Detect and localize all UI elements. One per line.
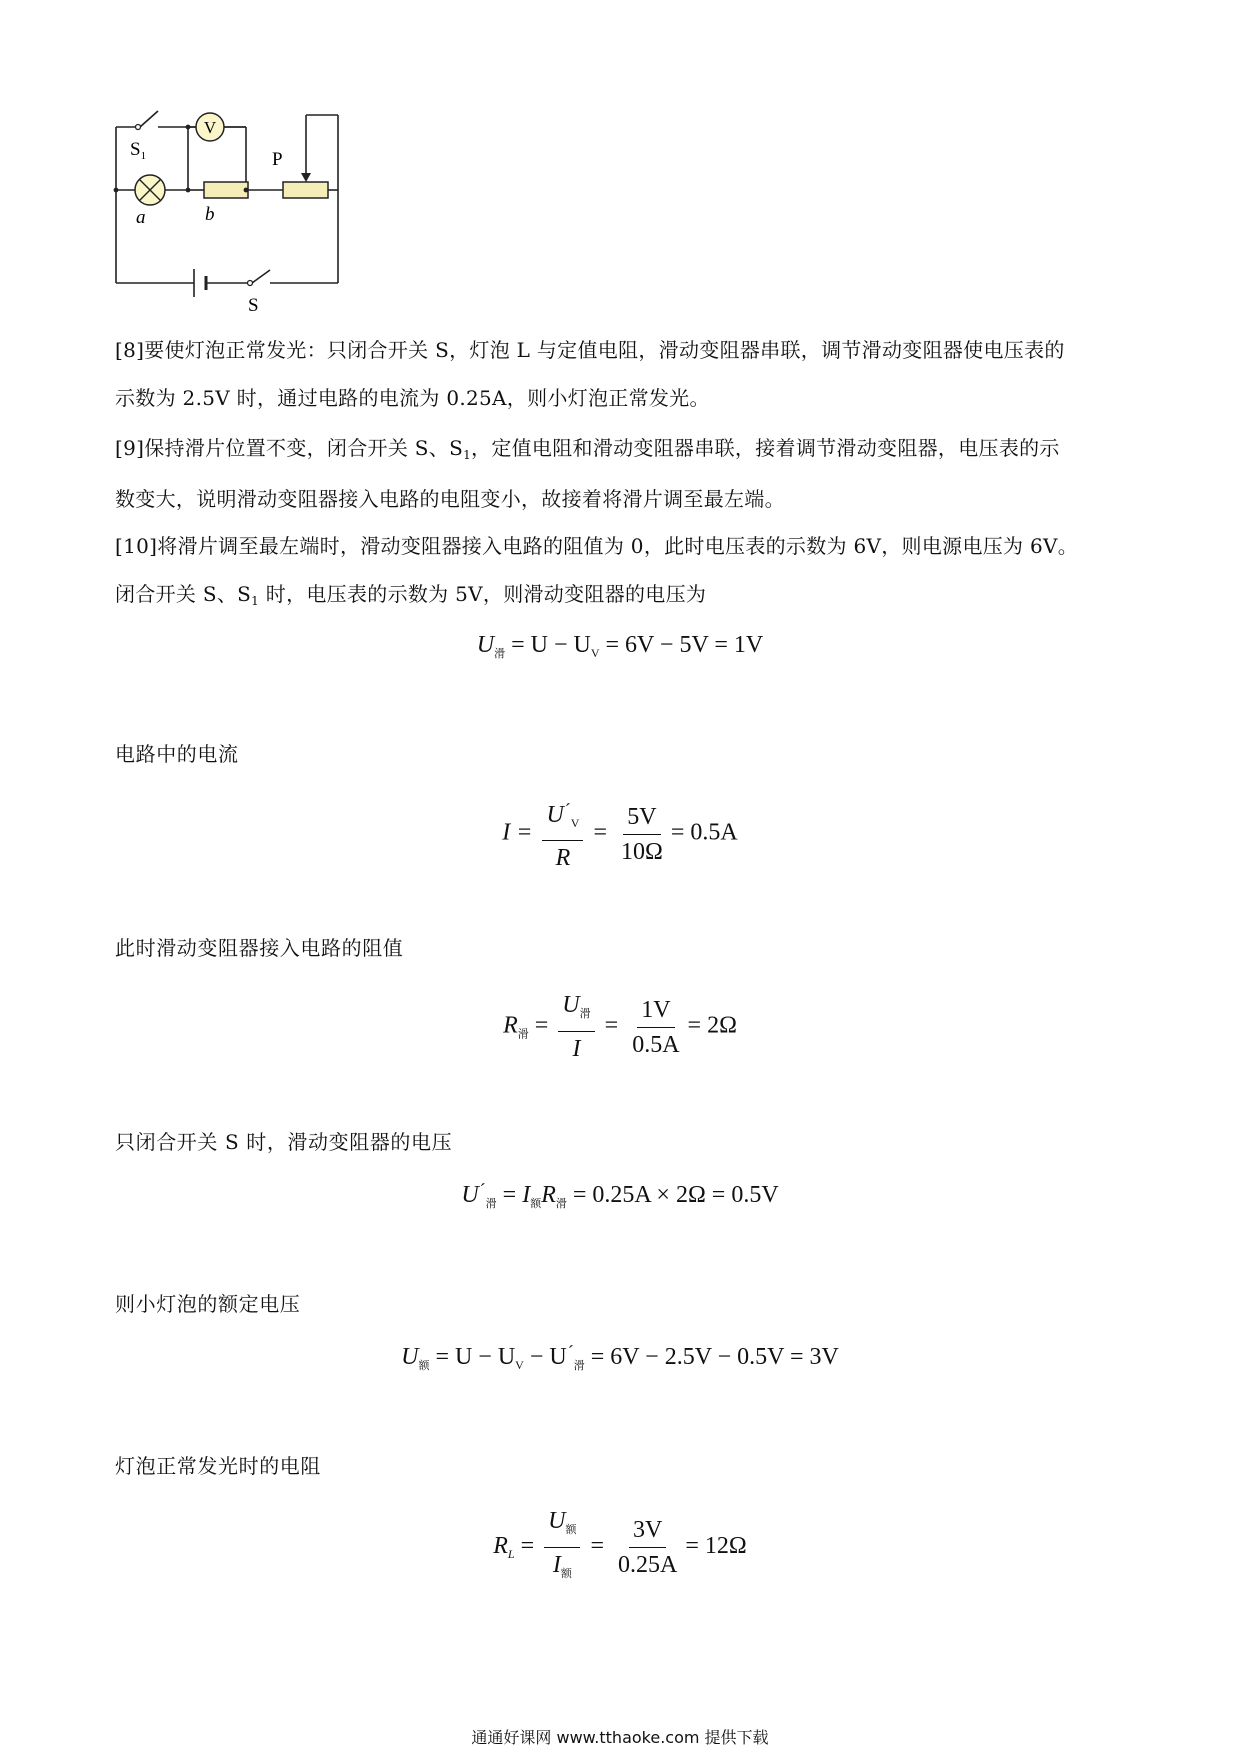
equation-rated-voltage: $U_额 = U - U_V - U^´_滑 = 6V - 2.5V - 0.5V = 3V$ (401, 1342, 839, 1372)
paragraph-9 (115, 424, 1125, 523)
equation-slider-resistance: $R_滑$ = $\frac{U_滑}{I}$ = $\frac{1V}{0.5A}$ = 2Ω (503, 992, 737, 1062)
lead-rated-voltage: 则小灯泡的额定电压 (115, 1292, 301, 1316)
paragraph-10-line-2: 闭合开关 S、$S_1$ 时，电压表的示数为 5V，则滑动变阻器的电压为 (115, 582, 707, 608)
lead-current: 电路中的电流 (115, 742, 239, 766)
lead-resistance: 此时滑动变阻器接入电路的阻值 (115, 936, 404, 960)
lamp-a (135, 175, 165, 205)
slider-arrow-icon (301, 173, 311, 182)
paragraph-10 (115, 522, 1125, 621)
switch-s (248, 281, 253, 286)
voltmeter-label: V (203, 118, 217, 137)
paragraph-8-line-1: [8]要使灯泡正常发光：只闭合开关 S，灯泡 L 与定值电阻，滑动变阻器串联，调节滑动变阻器使电压表的 (115, 338, 1065, 362)
switch-s1-label: $S_1$ (130, 139, 147, 162)
battery (194, 269, 206, 297)
lamp-label: a (136, 207, 146, 228)
slider-label: P (272, 149, 283, 170)
equation-slider-voltage: $U_滑 = U - U_V = 6V - 5V = 1V$ (476, 632, 764, 660)
equation-lamp-resistance: $R_L$ = $\frac{U_额}{I_额}$ = $\frac{3V}{0.25A}$ = 12Ω (493, 1508, 747, 1580)
paragraph-8 (115, 326, 1125, 422)
paragraph-8-line-2: 示数为 2.5V 时，通过电路的电流为 0.25A，则小灯泡正常发光。 (115, 386, 710, 410)
circuit-diagram (108, 105, 388, 315)
lead-only-s: 只闭合开关 S 时，滑动变阻器的电压 (115, 1130, 453, 1154)
paragraph-9-line-2: 数变大，说明滑动变阻器接入电路的电阻变小，故接着将滑片调至最左端。 (115, 487, 785, 511)
equation-slider-voltage-only-s: $U^´_滑 = I_额R_滑 = 0.25A \times 2\Omega = 0.5V$ (461, 1180, 779, 1210)
equation-current: I = $\frac{U^´_V}{R}$ = $\frac{5V}{10\Omega}$ = 0.5A (0, 795, 1240, 873)
lead-lamp-resistance: 灯泡正常发光时的电阻 (115, 1454, 321, 1478)
resistor-label: b (205, 204, 215, 225)
resistor-b (204, 182, 248, 198)
switch-s-label: S (248, 295, 259, 315)
switch-s1 (136, 125, 141, 130)
paragraph-10-line-1: [10]将滑片调至最左端时，滑动变阻器接入电路的阻值为 0，此时电压表的示数为 6V，则电源电压为 6V。 (115, 534, 1079, 558)
rheostat (283, 182, 328, 198)
paragraph-9-line-1: [9]保持滑片位置不变，闭合开关 S、$S_1$，定值电阻和滑动变阻器串联，接着调节滑动变阻器，电压表的示 (115, 436, 1060, 462)
footer-source: 通通好课网 www.tthaoke.com 提供下载 (471, 1728, 769, 1747)
